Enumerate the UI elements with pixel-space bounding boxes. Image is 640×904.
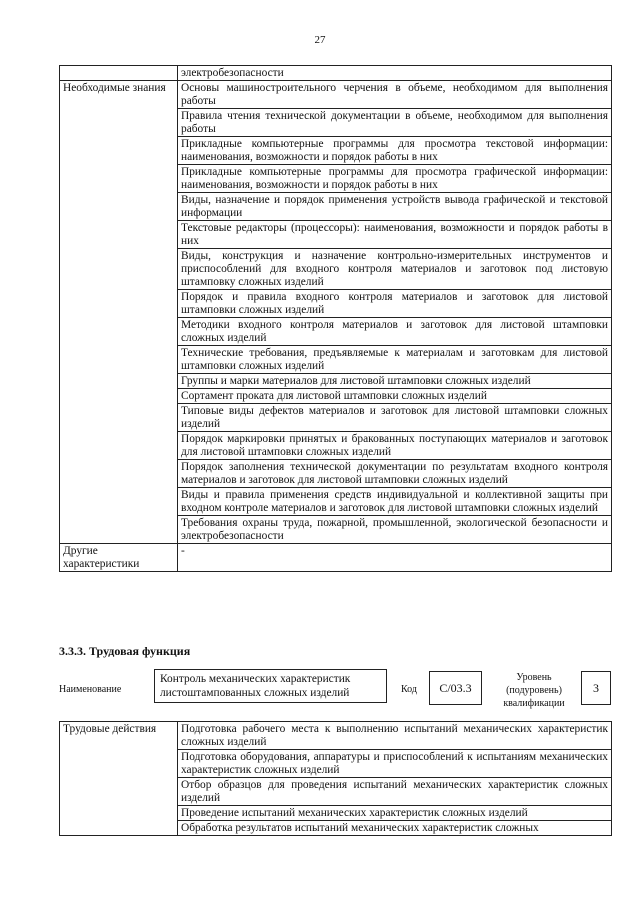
knowledge-item: Типовые виды дефектов материалов и заготовок для листовой штамповки сложных изделий — [178, 404, 612, 432]
code-label: Код — [401, 684, 417, 695]
knowledge-item: Прикладные компьютерные программы для просмотра текстовой информации: наименования, возможности и порядок работы в них — [178, 137, 612, 165]
knowledge-item: Правила чтения технической документации в объеме, необходимом для выполнения работы — [178, 109, 612, 137]
knowledge-item: Виды, назначение и порядок применения устройств вывода графической и текстовой информации — [178, 193, 612, 221]
other-label: Другие характеристики — [60, 544, 178, 572]
name-value: Контроль механических характеристик листоштампованных сложных изделий — [154, 669, 387, 703]
knowledge-item: Технические требования, предъявляемые к материалам и заготовкам для листовой штамповки сложных изделий — [178, 346, 612, 374]
knowledge-item: Порядок и правила входного контроля материалов и заготовок для листовой штамповки сложных изделий — [178, 290, 612, 318]
action-item: Отбор образцов для проведения испытаний механических характеристик сложных изделий — [178, 778, 612, 806]
table-row — [60, 722, 612, 750]
table-cell-empty — [60, 66, 178, 81]
other-value: - — [178, 544, 612, 572]
knowledge-item: электробезопасности — [178, 66, 612, 81]
section-title: 3.3.3. Трудовая функция — [59, 644, 191, 658]
knowledge-item: Порядок заполнения технической документации по результатам входного контроля материалов и заготовок для листовой штамповки сложных изделий — [178, 460, 612, 488]
knowledge-item: Порядок маркировки принятых и бракованных поступающих материалов и заготовок для листовой штамповки сложных изделий — [178, 432, 612, 460]
table-row — [60, 81, 612, 109]
action-item: Подготовка оборудования, аппаратуры и приспособлений к испытаниям механических характеристик сложных изделий — [178, 750, 612, 778]
code-value: C/03.3 — [429, 671, 482, 705]
knowledge-item: Прикладные компьютерные программы для просмотра графической информации: наименования, возможности и порядок работы в них — [178, 165, 612, 193]
action-item: Обработка результатов испытаний механических характеристик сложных — [178, 821, 612, 836]
knowledge-item: Сортамент проката для листовой штамповки сложных изделий — [178, 389, 612, 404]
actions-label: Трудовые действия — [60, 722, 178, 836]
bottom-margin — [0, 858, 640, 904]
knowledge-table — [59, 65, 612, 572]
name-label: Наименование — [59, 684, 122, 695]
level-value: 3 — [581, 671, 611, 705]
action-item: Проведение испытаний механических характеристик сложных изделий — [178, 806, 612, 821]
knowledge-item: Виды и правила применения средств индивидуальной и коллективной защиты при входном контроле материалов и заготовок для листовой штамповки сложных изделий — [178, 488, 612, 516]
actions-table — [59, 721, 612, 836]
table-row — [60, 544, 612, 572]
knowledge-label: Необходимые знания — [60, 81, 178, 544]
knowledge-item: Требования охраны труда, пожарной, промышленной, экологической безопасности и электробезопасности — [178, 516, 612, 544]
level-label: Уровень (подуровень) квалификации — [503, 672, 565, 709]
page-number: 27 — [314, 34, 326, 46]
knowledge-item: Методики входного контроля материалов и заготовок для листовой штамповки сложных изделий — [178, 318, 612, 346]
knowledge-item: Виды, конструкция и назначение контрольно-измерительных инструментов и приспособлений для входного контроля материалов и заготовок под листовую штамповку сложных изделий — [178, 249, 612, 290]
action-item: Подготовка рабочего места к выполнению испытаний механических характеристик сложных изделий — [178, 722, 612, 750]
knowledge-item: Группы и марки материалов для листовой штамповки сложных изделий — [178, 374, 612, 389]
knowledge-item: Текстовые редакторы (процессоры): наименования, возможности и порядок работы в них — [178, 221, 612, 249]
knowledge-item: Основы машиностроительного черчения в объеме, необходимом для выполнения работы — [178, 81, 612, 109]
table-row — [60, 66, 612, 81]
